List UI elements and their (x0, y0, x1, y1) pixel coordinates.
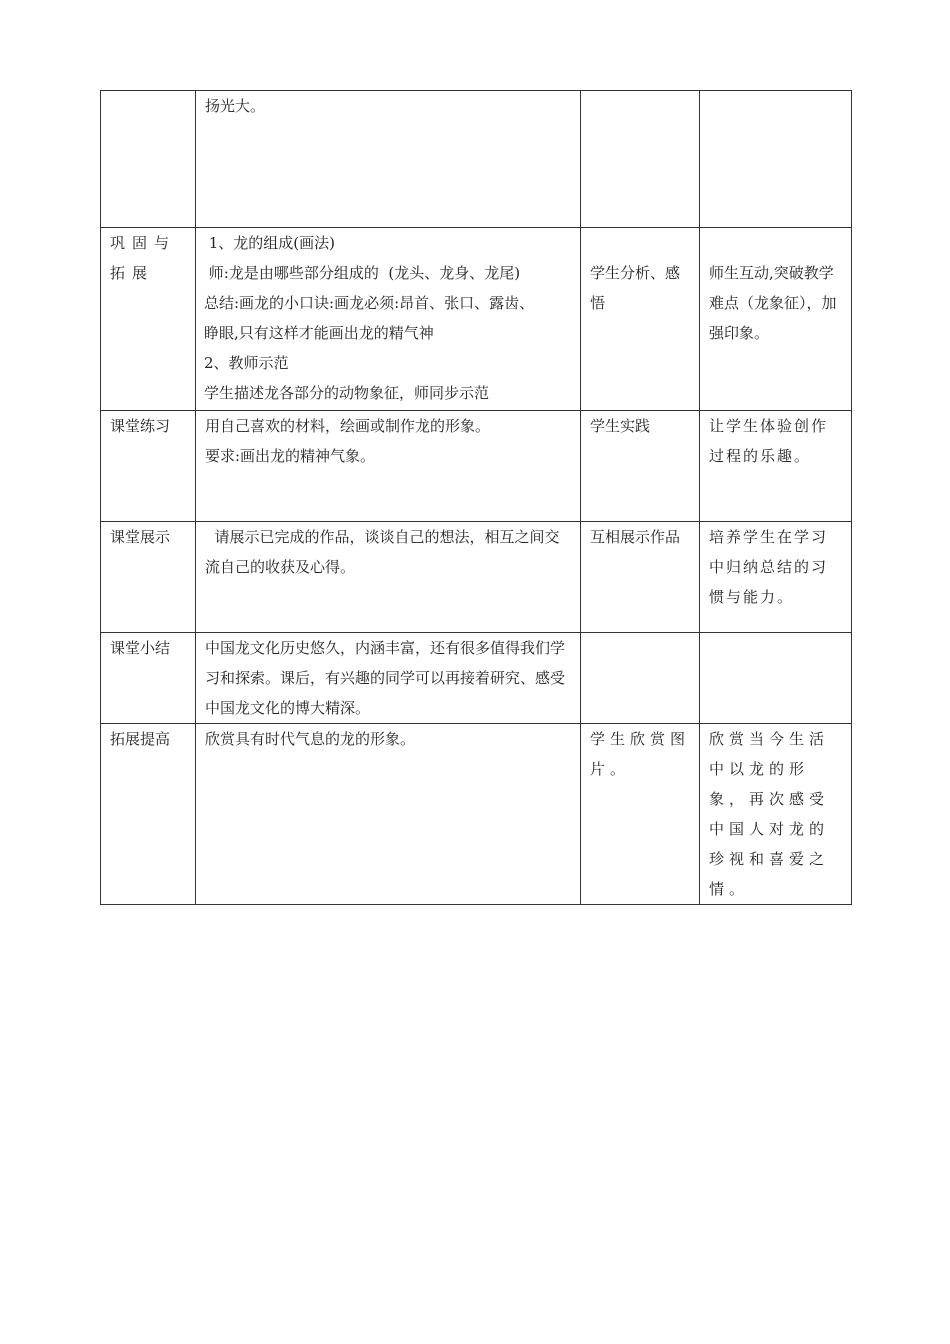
table-row (101, 633, 852, 724)
student-activity-text: 学生分析、感悟 (590, 264, 681, 312)
student-activity-cell (581, 228, 700, 411)
content-cell (196, 724, 581, 905)
design-intent-cell (700, 91, 852, 228)
student-activity-cell: 互相展示作品 (581, 522, 700, 633)
content-cell (196, 411, 581, 522)
content-text: 请展示已完成的作品，谈谈自己的想法，相互之间交流自己的收获及心得。 (205, 528, 560, 576)
design-intent-cell (700, 411, 852, 522)
stage-label: 巩固与拓展 (110, 234, 177, 282)
content-line: 1、龙的组成(画法) (204, 234, 336, 252)
design-intent-text: 师生互动,突破教学难点（龙象征），加强印象。 (709, 264, 837, 342)
table-row (101, 522, 852, 633)
table-row (101, 228, 852, 411)
student-activity-cell (581, 633, 700, 724)
stage-cell: 课堂小结 (101, 633, 196, 724)
content-line: 总结:画龙的小口诀:画龙必须:昂首、张口、露齿、 (204, 294, 535, 312)
design-intent-text: 培养学生在学习中归纳总结的习惯与能力。 (709, 528, 829, 606)
content-line: 欣赏具有时代气息的龙的形象。 (205, 730, 416, 748)
student-activity-cell: 学生实践 (581, 411, 700, 522)
design-intent-text: 让学生体验创作过程的乐趣。 (709, 417, 829, 465)
table-row (101, 91, 852, 228)
design-intent-cell (700, 522, 852, 633)
content-cell (196, 228, 581, 411)
table-row (101, 411, 852, 522)
stage-cell (101, 91, 196, 228)
design-intent-text: 欣赏当今生活中以龙的形象，再次感受中国人对龙的珍视和喜爱之情。 (709, 730, 830, 898)
content-cell (196, 633, 581, 724)
content-cell (196, 522, 581, 633)
student-activity-cell (581, 724, 700, 905)
student-activity-cell (581, 91, 700, 228)
stage-cell: 拓展提高 (101, 724, 196, 905)
content-cell (196, 91, 581, 228)
design-intent-cell (700, 633, 852, 724)
content-line: 用自己喜欢的材料，绘画或制作龙的形象。 (205, 417, 491, 435)
stage-cell (101, 228, 196, 411)
stage-cell: 课堂练习 (101, 411, 196, 522)
stage-cell: 课堂展示 (101, 522, 196, 633)
content-line: 扬光大。 (205, 97, 266, 115)
design-intent-cell (700, 228, 852, 411)
content-line: 2、教师示范 (204, 354, 289, 372)
table-row (101, 724, 852, 905)
content-line: 要求:画出龙的精神气象。 (205, 447, 376, 465)
student-activity-text: 学生欣赏图片。 (590, 730, 691, 778)
content-line: 学生描述龙各部分的动物象征，师同步示范 (204, 384, 490, 402)
content-line: 睁眼,只有这样才能画出龙的精气神 (204, 324, 434, 342)
lesson-plan-table (100, 90, 852, 905)
content-text: 中国龙文化历史悠久，内涵丰富，还有很多值得我们学习和探索。课后，有兴趣的同学可以再接着研究、感受中国龙文化的博大精深。 (205, 639, 566, 717)
design-intent-cell (700, 724, 852, 905)
content-line: 师:龙是由哪些部分组成的 (龙头、龙身、龙尾) (204, 264, 521, 282)
